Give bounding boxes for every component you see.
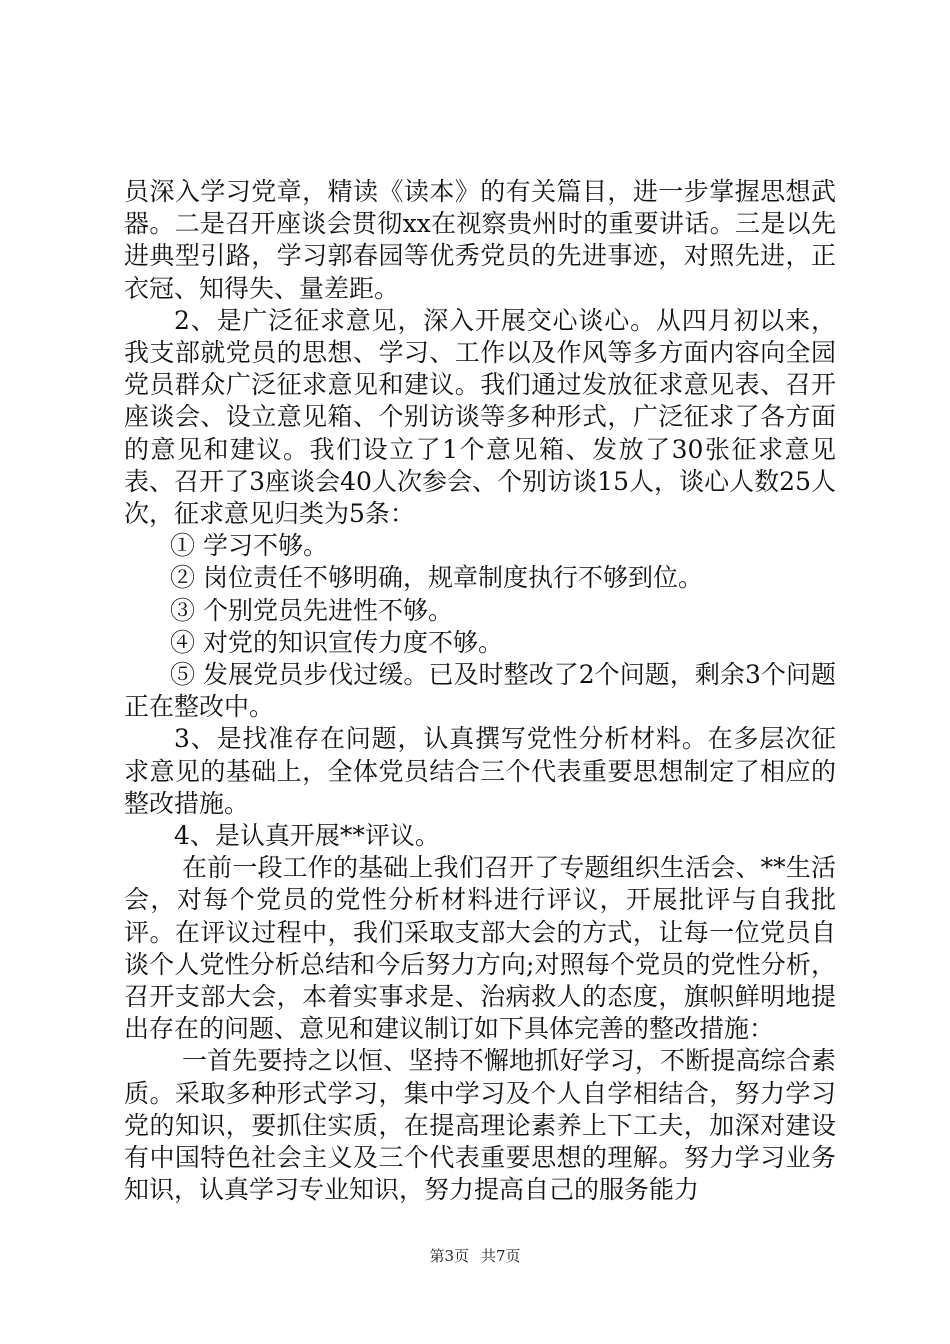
paragraph-evaluation: 在前一段工作的基础上我们召开了专题组织生活会、**生活会，对每个党员的党性分析材料进行评议，开展批评与自我批评。在评议过程中，我们采取支部大会的方式，让每一位党员自谈个人党性分析总结和今后努力方向;对照每个党员的党性分析，召开支部大会，本着实事求是、治病救人的态度，旗帜鲜明地提出存在的问题、意见和建议制订如下具体完善的整改措施：	[124, 853, 836, 1044]
page-number: 第3页	[429, 1247, 469, 1265]
list-item-3: ③ 个别党员先进性不够。	[170, 595, 453, 625]
list-item-1: ① 学习不够。	[170, 531, 328, 561]
document-body	[124, 176, 836, 1207]
paragraph-continuation: 员深入学习党章，精读《读本》的有关篇目，进一步掌握思想武器。二是召开座谈会贯彻xx在视察贵州时的重要讲话。三是以先进典型引路，学习郭春园等优秀党员的先进事迹，对照先进，正衣冠、知得失、量差距。	[124, 177, 836, 303]
page-total: 共7页	[481, 1247, 521, 1265]
list-item-5: ⑤ 发展党员步伐过缓。已及时整改了2个问题，剩余3个问题正在整改中。	[124, 660, 836, 722]
paragraph-item-2: 2、是广泛征求意见，深入开展交心谈心。从四月初以来，我支部就党员的思想、学习、工作以及作风等多方面内容向全园党员群众广泛征求意见和建议。我们通过发放征求意见表、召开座谈会、设立意见箱、个别访谈等多种形式，广泛征求了各方面的意见和建议。我们设立了1个意见箱、发放了30张征求意见表、召开了3座谈会40人次参会、个别访谈15人，谈心人数25人次，征求意见归类为5条：	[124, 305, 836, 529]
list-item-4: ④ 对党的知识宣传力度不够。	[170, 627, 503, 657]
paragraph-item-3: 3、是找准存在问题，认真撰写党性分析材料。在多层次征求意见的基础上，全体党员结合三个代表重要思想制定了相应的整改措施。	[124, 724, 836, 818]
paragraph-measure-1: 一首先要持之以恒、坚持不懈地抓好学习，不断提高综合素质。采取多种形式学习，集中学习及个人自学相结合，努力学习党的知识，要抓住实质，在提高理论素养上下工夫，加深对建设有中国特色社会主义及三个代表重要思想的理解。努力学习业务知识，认真学习专业知识，努力提高自己的服务能力	[124, 1046, 836, 1205]
paragraph-item-4: 4、是认真开展**评议。	[174, 821, 440, 851]
page-footer	[0, 1245, 950, 1266]
list-item-2: ② 岗位责任不够明确，规章制度执行不够到位。	[170, 563, 703, 593]
